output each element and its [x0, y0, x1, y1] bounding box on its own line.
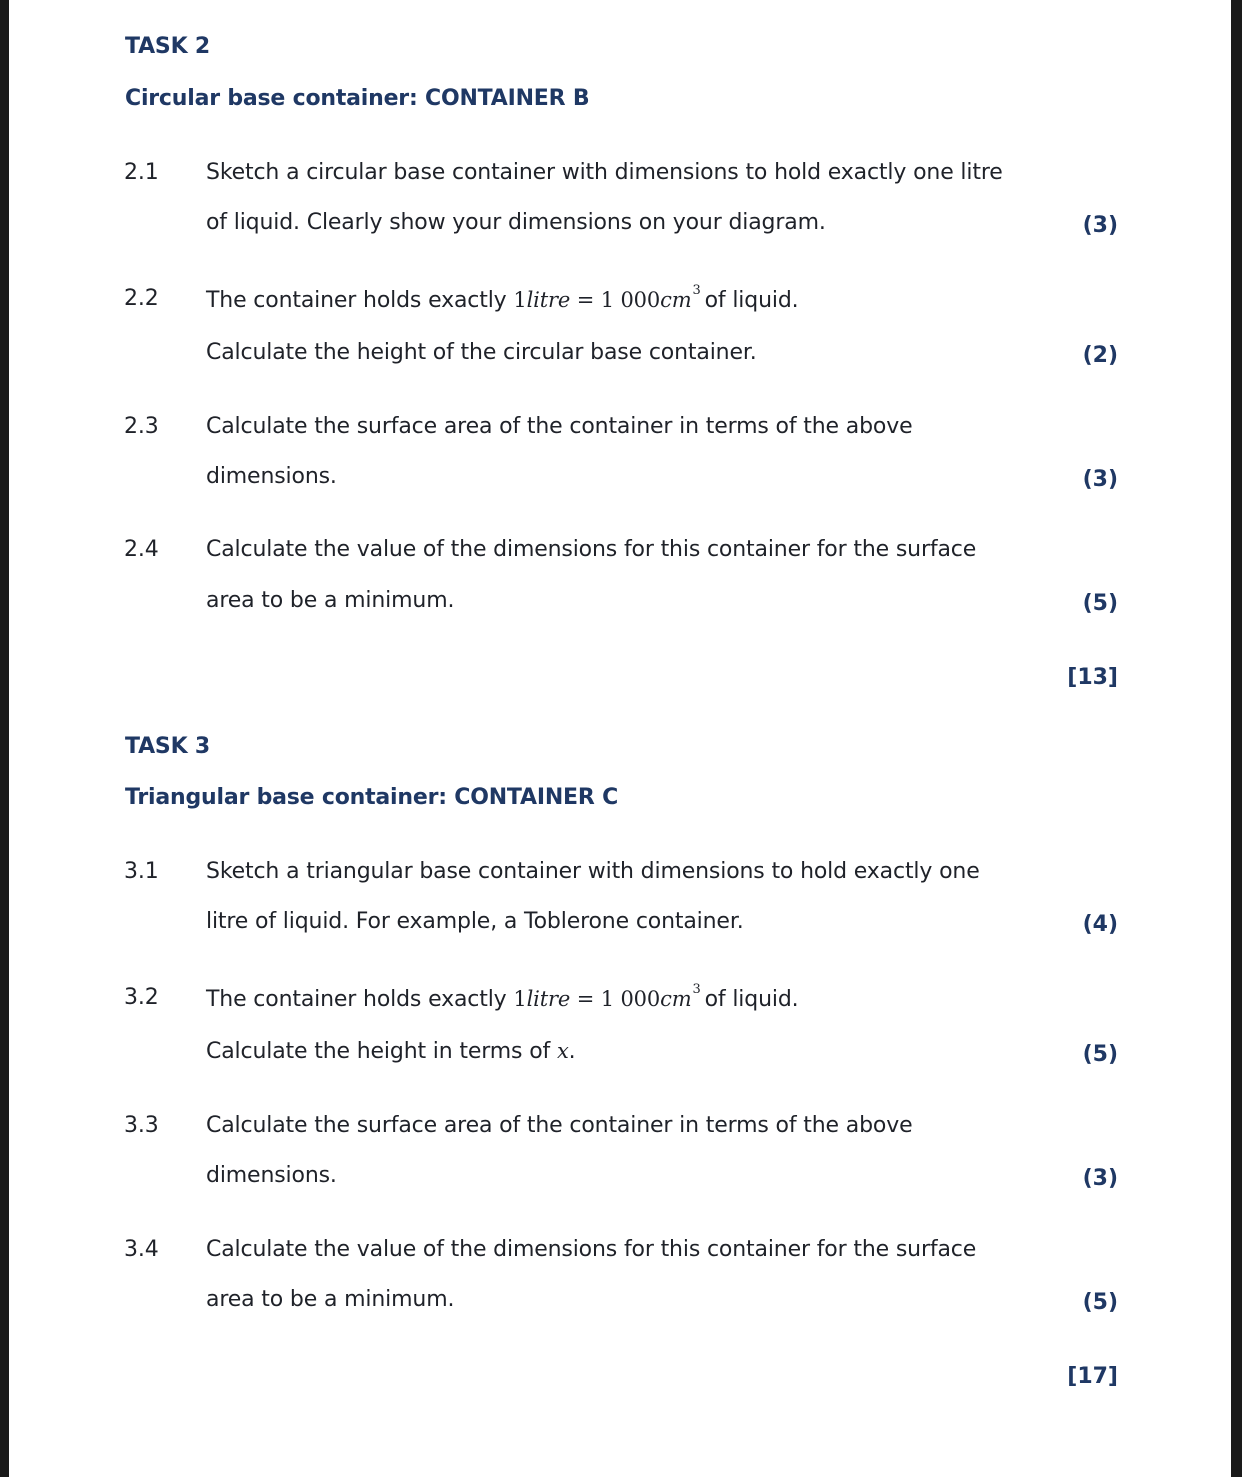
question-2-3-number: 2.3 — [124, 414, 159, 439]
question-2-1-line-1: Sketch a circular base container with dimensions to hold exactly one litre — [206, 160, 1003, 185]
question-3-3-marks: (3) — [1082, 1166, 1118, 1191]
question-3-2-number: 3.2 — [124, 985, 159, 1010]
question-2-3-marks: (3) — [1082, 467, 1118, 492]
task-2-total-marks: [13] — [1067, 665, 1118, 690]
question-3-3-line-1: Calculate the surface area of the container in terms of the above — [206, 1113, 913, 1138]
question-2-2-line-1 — [206, 283, 799, 313]
question-2-4-line-2: area to be a minimum. — [206, 588, 455, 613]
task-3-title: TASK 3 — [125, 734, 210, 759]
question-3-1-line-1: Sketch a triangular base container with dimensions to hold exactly one — [206, 859, 980, 884]
question-3-1-number: 3.1 — [124, 859, 159, 884]
question-3-2-line-2: Calculate the height in terms of x. — [206, 1039, 576, 1064]
question-3-3-number: 3.3 — [124, 1113, 159, 1138]
question-2-2-line-2: Calculate the height of the circular base container. — [206, 340, 757, 365]
question-2-4-line-1: Calculate the value of the dimensions for this container for the surface — [206, 537, 977, 562]
question-3-2-line-1 — [206, 982, 799, 1012]
question-2-4-marks: (5) — [1082, 591, 1118, 616]
question-3-4-number: 3.4 — [124, 1237, 159, 1262]
task-2-title: TASK 2 — [125, 34, 210, 59]
question-3-2-formula: 1litre = 1 $000cm^3$ — [513, 982, 701, 1011]
question-2-2-suffix: of liquid. — [704, 288, 799, 313]
question-3-2-suffix: of liquid. — [704, 987, 799, 1012]
task-2-subtitle: Circular base container: CONTAINER B — [125, 86, 590, 111]
question-2-1-number: 2.1 — [124, 160, 159, 185]
question-3-2-prefix: The container holds exactly — [206, 987, 514, 1012]
question-2-2-formula: 1litre = 1 $000cm^3$ — [513, 283, 701, 312]
document-page — [9, 0, 1231, 1477]
question-3-4-line-2: area to be a minimum. — [206, 1287, 455, 1312]
question-2-2-marks: (2) — [1082, 343, 1118, 368]
question-2-2-number: 2.2 — [124, 286, 159, 311]
question-3-1-line-2: litre of liquid. For example, a Toblerone container. — [206, 909, 744, 934]
question-2-3-line-2: dimensions. — [206, 464, 337, 489]
question-3-4-line-1: Calculate the value of the dimensions for this container for the surface — [206, 1237, 977, 1262]
task-3-total-marks: [17] — [1067, 1364, 1118, 1389]
question-2-1-line-2: of liquid. Clearly show your dimensions on your diagram. — [206, 210, 826, 235]
question-3-3-line-2: dimensions. — [206, 1163, 337, 1188]
question-3-1-marks: (4) — [1082, 912, 1118, 937]
question-2-4-number: 2.4 — [124, 537, 159, 562]
variable-x: x — [556, 1039, 569, 1063]
question-2-2-prefix: The container holds exactly — [206, 288, 514, 313]
question-3-2-marks: (5) — [1082, 1042, 1118, 1067]
task-3-subtitle: Triangular base container: CONTAINER C — [125, 785, 619, 810]
question-3-4-marks: (5) — [1082, 1290, 1118, 1315]
question-2-3-line-1: Calculate the surface area of the container in terms of the above — [206, 414, 913, 439]
question-2-1-marks: (3) — [1082, 213, 1118, 238]
